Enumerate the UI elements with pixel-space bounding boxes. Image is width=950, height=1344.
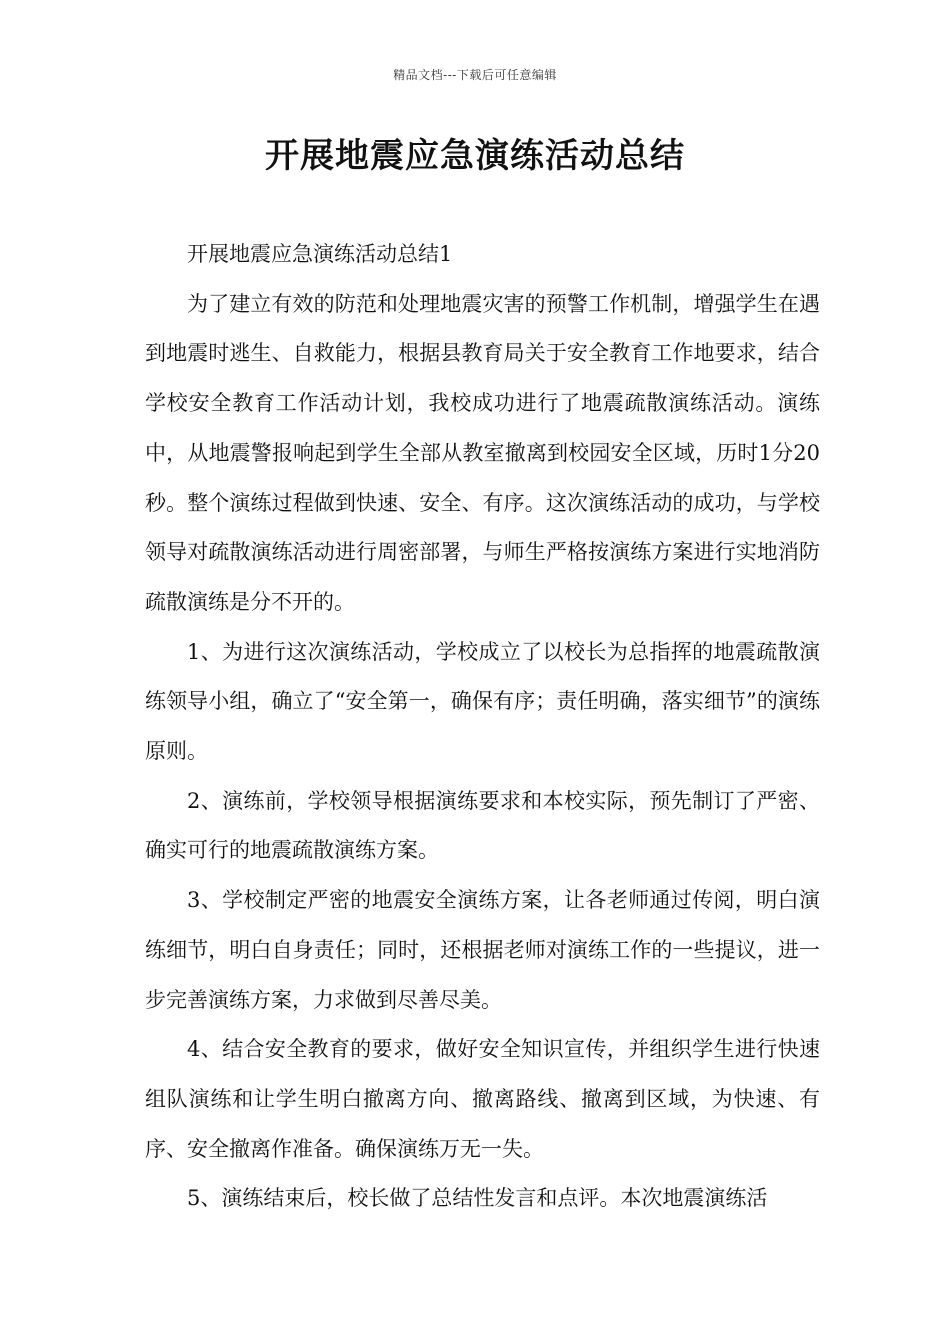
section-subtitle: 开展地震应急演练活动总结1 (187, 242, 453, 266)
paragraph-item-3: 3、学校制定严密的地震安全演练方案，让各老师通过传阅，明白演练细节，明白自身责任；同时，还根据老师对演练工作的一些提议，进一步完善演练方案，力求做到尽善尽美。 (145, 888, 820, 1012)
paragraph-item-2: 2、演练前，学校领导根据演练要求和本校实际，预先制订了严密、确实可行的地震疏散演练方案。 (145, 788, 820, 863)
document-body (145, 230, 820, 1224)
paragraph-item-4: 4、结合安全教育的要求，做好安全知识宣传，并组织学生进行快速组队演练和让学生明白撤离方向、撤离路线、撤离到区域，为快速、有序、安全撤离作准备。确保演练万无一失。 (145, 1037, 820, 1161)
paragraph-intro: 为了建立有效的防范和处理地震灾害的预警工作机制，增强学生在遇到地震时逃生、自救能力，根据县教育局关于安全教育工作地要求，结合学校安全教育工作活动计划，我校成功进行了地震疏散演练活动。演练中，从地震警报响起到学生全部从教室撤离到校园安全区域，历时1分20秒。整个演练过程做到快速、安全、有序。这次演练活动的成功，与学校领导对疏散演练活动进行周密部署，与师生严格按演练方案进行实地消防疏散演练是分不开的。 (145, 291, 820, 614)
paragraph-item-5: 5、演练结束后，校长做了总结性发言和点评。本次地震演练活 (187, 1186, 768, 1211)
page-title: 开展地震应急演练活动总结 (265, 136, 685, 176)
header-note: 精品文档---下载后可任意编辑 (393, 68, 557, 82)
paragraph-item-1: 1、为进行这次演练活动，学校成立了以校长为总指挥的地震疏散演练领导小组，确立了“安全第一，确保有序；责任明确，落实细节”的演练原则。 (145, 639, 820, 764)
